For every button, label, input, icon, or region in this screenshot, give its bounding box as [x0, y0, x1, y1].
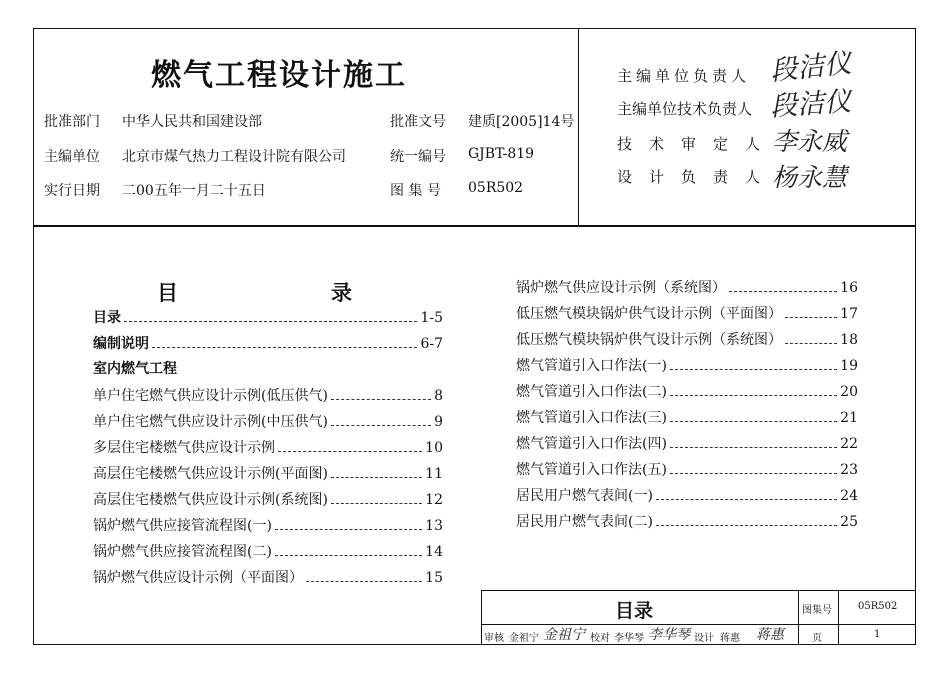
meta-label-approval-dept: 批准部门	[44, 114, 100, 130]
toc-item-label: 高层住宅楼燃气供应设计示例(平面图)	[93, 466, 328, 482]
signature-design-lead: 杨永慧	[772, 163, 848, 192]
toc-item-label: 居民用户燃气表间(一)	[516, 488, 653, 504]
toc-item-page: 22	[840, 436, 858, 452]
toc-item-label: 锅炉燃气供应设计示例（平面图）	[93, 570, 303, 586]
meta-value-approval-no: 建质[2005]14号	[468, 114, 575, 130]
titleblock-col-divider	[838, 590, 839, 645]
toc-item[interactable]	[93, 567, 443, 587]
toc-leader	[275, 555, 422, 556]
titleblock-atlas-label: 图集号	[802, 605, 832, 616]
toc-leader	[124, 321, 417, 322]
titleblock-design-signature: 蒋惠	[756, 627, 784, 643]
toc-item-page: 1-5	[420, 310, 443, 326]
toc-item-page: 18	[840, 332, 858, 348]
toc-leader	[152, 347, 417, 348]
toc-item-page: 25	[840, 514, 858, 530]
toc-leader	[331, 425, 431, 426]
page-title: 燃气工程设计施工	[151, 58, 407, 93]
toc-item[interactable]	[516, 459, 858, 479]
meta-label-unified-no: 统一编号	[390, 149, 446, 165]
toc-item-label: 目录	[93, 310, 121, 326]
role-chief-tech-unit: 主编单位技术负责人	[617, 100, 753, 118]
titleblock-title: 目录	[615, 600, 654, 622]
toc-item-page: 20	[840, 384, 858, 400]
toc-item-label: 单户住宅燃气供应设计示例(低压供气)	[93, 388, 328, 404]
toc-item-label: 单户住宅燃气供应设计示例(中压供气)	[93, 414, 328, 430]
toc-item-label: 燃气管道引入口作法(三)	[516, 410, 667, 426]
toc-item[interactable]	[93, 333, 443, 353]
titleblock-design-name: 蒋惠	[720, 633, 740, 644]
toc-item-label: 编制说明	[93, 336, 149, 352]
toc-item[interactable]	[93, 411, 443, 431]
toc-leader	[670, 473, 837, 474]
toc-leader	[670, 447, 837, 448]
toc-item-label: 高层住宅楼燃气供应设计示例(系统图)	[93, 492, 328, 508]
toc-item-page: 9	[434, 414, 443, 430]
toc-title-right: 录	[331, 281, 352, 305]
signature-tech-reviewer: 李永威	[772, 127, 848, 156]
meta-value-unified-no: GJBT-819	[468, 146, 535, 162]
toc-leader	[785, 343, 837, 344]
toc-item[interactable]	[516, 407, 858, 427]
toc-item[interactable]	[93, 463, 443, 483]
toc-leader	[331, 503, 422, 504]
meta-label-effective-date: 实行日期	[44, 183, 100, 199]
toc-item-label: 锅炉燃气供应设计示例（系统图）	[516, 280, 726, 296]
toc-item-page: 16	[840, 280, 858, 296]
toc-leader	[729, 291, 837, 292]
toc-leader	[306, 581, 422, 582]
toc-leader	[275, 529, 422, 530]
signature-chief-editor-unit: 段洁仪	[768, 47, 853, 88]
role-tech-reviewer: 技术审定人	[617, 135, 778, 153]
toc-item-label: 燃气管道引入口作法(二)	[516, 384, 667, 400]
toc-item[interactable]	[516, 433, 858, 453]
toc-leader	[656, 499, 837, 500]
toc-item[interactable]	[516, 303, 858, 323]
toc-item-page: 14	[425, 544, 443, 560]
toc-item[interactable]	[93, 307, 443, 327]
toc-leader	[785, 317, 837, 318]
toc-item[interactable]	[516, 381, 858, 401]
meta-value-atlas-no: 05R502	[468, 180, 524, 196]
toc-leader	[278, 451, 422, 452]
toc-item-label: 多层住宅楼燃气供应设计示例	[93, 440, 275, 456]
toc-item[interactable]	[516, 329, 858, 349]
toc-item-label: 燃气管道引入口作法(一)	[516, 358, 667, 374]
titleblock-check-name: 李华琴	[614, 633, 644, 644]
toc-item-page: 6-7	[420, 336, 443, 352]
toc-item-page: 10	[425, 440, 443, 456]
meta-label-editor: 主编单位	[44, 149, 100, 165]
toc-item-label: 低压燃气模块锅炉供气设计示例（系统图）	[516, 332, 782, 348]
toc-item-page: 8	[434, 388, 443, 404]
titleblock-check-signature: 李华琴	[648, 627, 690, 643]
toc-item[interactable]	[516, 511, 858, 531]
toc-item[interactable]	[93, 515, 443, 535]
toc-leader	[331, 477, 422, 478]
role-chief-editor-unit: 主编单位负责人	[617, 67, 751, 85]
toc-item[interactable]	[93, 437, 443, 457]
toc-item-page: 17	[840, 306, 858, 322]
toc-item[interactable]	[93, 489, 443, 509]
toc-item-page: 13	[425, 518, 443, 534]
titleblock-page-value: 1	[874, 629, 881, 640]
toc-item-label: 低压燃气模块锅炉供气设计示例（平面图）	[516, 306, 782, 322]
titleblock-col-divider	[798, 590, 799, 645]
header-divider	[33, 225, 916, 227]
toc-item-page: 11	[425, 466, 443, 482]
toc-item[interactable]	[516, 277, 858, 297]
toc-item-label: 燃气管道引入口作法(四)	[516, 436, 667, 452]
titleblock-review-label: 审核	[484, 633, 504, 644]
toc-item-label: 锅炉燃气供应接管流程图(一)	[93, 518, 272, 534]
toc-leader	[670, 421, 837, 422]
titleblock-top-border	[481, 590, 916, 591]
toc-leader	[331, 399, 431, 400]
titleblock-atlas-value: 05R502	[858, 601, 898, 612]
toc-title-left: 目	[157, 281, 178, 305]
toc-item-page: 19	[840, 358, 858, 374]
toc-item-page: 12	[425, 492, 443, 508]
toc-item-label: 燃气管道引入口作法(五)	[516, 462, 667, 478]
meta-label-approval-no: 批准文号	[390, 114, 446, 130]
meta-value-effective-date: 二00五年一月二十五日	[122, 183, 266, 199]
toc-item-label: 居民用户燃气表间(二)	[516, 514, 653, 530]
titleblock-page-label: 页	[812, 633, 822, 644]
toc-item[interactable]	[516, 355, 858, 375]
meta-value-approval-dept: 中华人民共和国建设部	[122, 114, 262, 130]
toc-item-page: 23	[840, 462, 858, 478]
toc-item-page: 24	[840, 488, 858, 504]
toc-section-heading: 室内燃气工程	[93, 361, 177, 377]
signature-chief-tech-unit: 段洁仪	[769, 86, 853, 123]
titleblock-check-label: 校对	[590, 633, 610, 644]
role-design-lead: 设计负责人	[617, 168, 778, 186]
meta-value-editor: 北京市煤气热力工程设计院有限公司	[122, 149, 346, 165]
toc-leader	[670, 369, 837, 370]
toc-item-page: 15	[425, 570, 443, 586]
toc-item[interactable]	[516, 485, 858, 505]
toc-item[interactable]	[93, 385, 443, 405]
toc-item-page: 21	[840, 410, 858, 426]
meta-label-atlas-no: 图 集 号	[390, 183, 441, 199]
toc-item-label: 锅炉燃气供应接管流程图(二)	[93, 544, 272, 560]
titleblock-design-label: 设计	[694, 633, 714, 644]
titleblock-review-signature: 金祖宁	[543, 627, 585, 643]
titleblock-review-name: 金祖宁	[509, 633, 539, 644]
header-vertical-divider	[578, 28, 579, 226]
titleblock-left-border	[481, 590, 482, 645]
toc-leader	[670, 395, 837, 396]
toc-item[interactable]	[93, 541, 443, 561]
toc-leader	[656, 525, 837, 526]
